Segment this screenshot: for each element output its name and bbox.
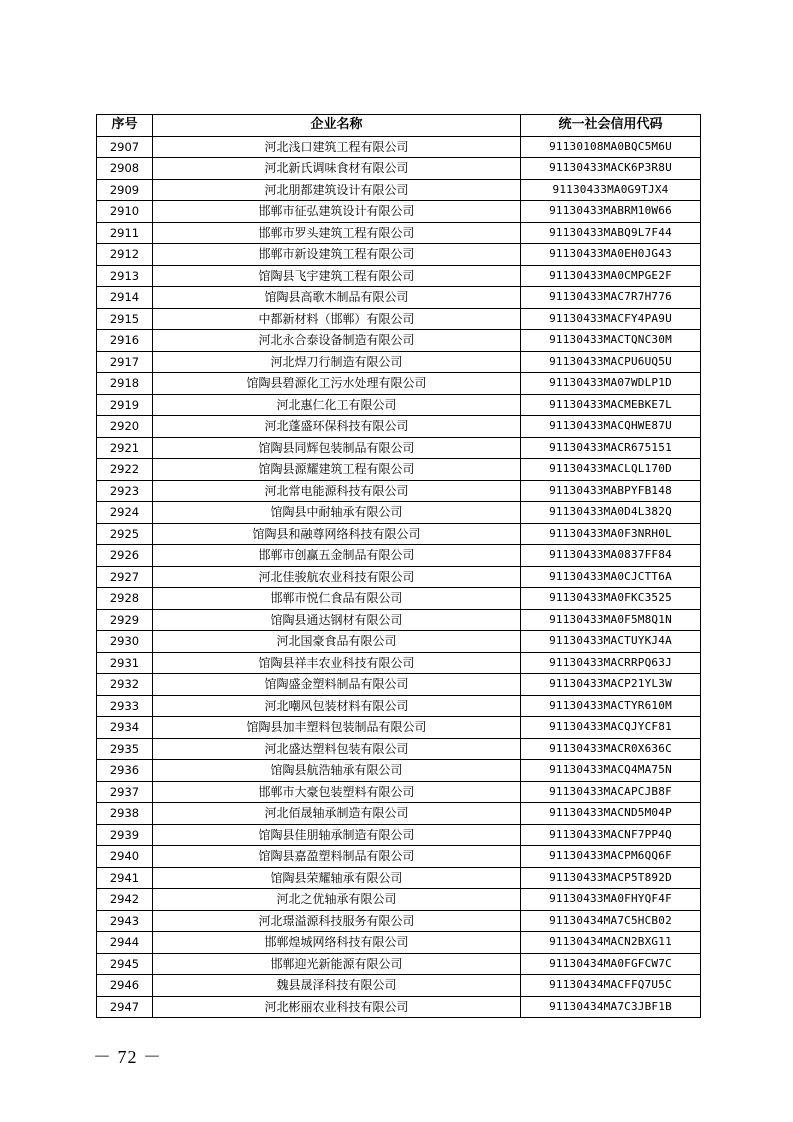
credit-code-cell: 91130433MACK6P3R8U xyxy=(521,158,701,180)
credit-code-cell: 91130433MA0F3NRH0L xyxy=(521,523,701,545)
company-name-cell: 馆陶县中耐轴承有限公司 xyxy=(153,502,521,524)
company-name-cell: 河北璟溢源科技服务有限公司 xyxy=(153,910,521,932)
company-name-cell: 河北之优轴承有限公司 xyxy=(153,889,521,911)
company-name-cell: 邯郸市征弘建筑设计有限公司 xyxy=(153,201,521,223)
credit-code-cell: 91130433MACQHWE87U xyxy=(521,416,701,438)
header-company-name: 企业名称 xyxy=(153,115,521,137)
table-row xyxy=(97,889,701,911)
serial-cell: 2940 xyxy=(97,846,153,868)
serial-cell: 2933 xyxy=(97,695,153,717)
company-name-cell: 馆陶县源耀建筑工程有限公司 xyxy=(153,459,521,481)
serial-cell: 2930 xyxy=(97,631,153,653)
credit-code-cell: 91130433MACRRPQ63J xyxy=(521,652,701,674)
enterprise-table xyxy=(96,114,701,1018)
credit-code-cell: 91130433MACR675151 xyxy=(521,437,701,459)
company-name-cell: 馆陶县佳朋轴承制造有限公司 xyxy=(153,824,521,846)
credit-code-cell: 91130433MACP5T892D xyxy=(521,867,701,889)
table-row xyxy=(97,351,701,373)
company-name-cell: 河北永合泰设备制造有限公司 xyxy=(153,330,521,352)
serial-cell: 2913 xyxy=(97,265,153,287)
table-row xyxy=(97,416,701,438)
serial-cell: 2947 xyxy=(97,996,153,1018)
table-row xyxy=(97,287,701,309)
serial-cell: 2920 xyxy=(97,416,153,438)
company-name-cell: 魏县晟泽科技有限公司 xyxy=(153,975,521,997)
table-row xyxy=(97,910,701,932)
table-row xyxy=(97,609,701,631)
serial-cell: 2926 xyxy=(97,545,153,567)
table-row xyxy=(97,566,701,588)
company-name-cell: 邯郸市悦仁食品有限公司 xyxy=(153,588,521,610)
table-row xyxy=(97,136,701,158)
table-row xyxy=(97,523,701,545)
credit-code-cell: 91130434MACN2BXG11 xyxy=(521,932,701,954)
company-name-cell: 馆陶县航浩轴承有限公司 xyxy=(153,760,521,782)
credit-code-cell: 91130433MACAPCJB8F xyxy=(521,781,701,803)
credit-code-cell: 91130433MA0CJCTT6A xyxy=(521,566,701,588)
serial-cell: 2907 xyxy=(97,136,153,158)
serial-cell: 2912 xyxy=(97,244,153,266)
table-row xyxy=(97,846,701,868)
table-row xyxy=(97,975,701,997)
serial-cell: 2914 xyxy=(97,287,153,309)
credit-code-cell: 91130433MA0G9TJX4 xyxy=(521,179,701,201)
credit-code-cell: 91130434MA0FGFCW7C xyxy=(521,953,701,975)
credit-code-cell: 91130433MACLQL170D xyxy=(521,459,701,481)
table-row xyxy=(97,480,701,502)
table-row xyxy=(97,738,701,760)
company-name-cell: 馆陶县碧源化工污水处理有限公司 xyxy=(153,373,521,395)
credit-code-cell: 91130434MA7C5HCB02 xyxy=(521,910,701,932)
credit-code-cell: 91130433MACPU6UQ5U xyxy=(521,351,701,373)
credit-code-cell: 91130433MACR0X636C xyxy=(521,738,701,760)
credit-code-cell: 91130433MABQ9L7F44 xyxy=(521,222,701,244)
table-row xyxy=(97,781,701,803)
credit-code-cell: 91130433MA07WDLP1D xyxy=(521,373,701,395)
serial-cell: 2939 xyxy=(97,824,153,846)
table-row xyxy=(97,717,701,739)
company-name-cell: 邯郸煌城网络科技有限公司 xyxy=(153,932,521,954)
serial-cell: 2934 xyxy=(97,717,153,739)
company-name-cell: 馆陶县荣耀轴承有限公司 xyxy=(153,867,521,889)
company-name-cell: 馆陶县同辉包装制品有限公司 xyxy=(153,437,521,459)
credit-code-cell: 91130433MACTYR610M xyxy=(521,695,701,717)
company-name-cell: 馆陶县和融尊网络科技有限公司 xyxy=(153,523,521,545)
credit-code-cell: 91130433MACP21YL3W xyxy=(521,674,701,696)
table-row xyxy=(97,953,701,975)
serial-cell: 2925 xyxy=(97,523,153,545)
serial-cell: 2928 xyxy=(97,588,153,610)
serial-cell: 2910 xyxy=(97,201,153,223)
serial-cell: 2919 xyxy=(97,394,153,416)
serial-cell: 2938 xyxy=(97,803,153,825)
credit-code-cell: 91130433MACND5M04P xyxy=(521,803,701,825)
table-row xyxy=(97,932,701,954)
serial-cell: 2922 xyxy=(97,459,153,481)
table-row xyxy=(97,437,701,459)
credit-code-cell: 91130433MA0F5M8Q1N xyxy=(521,609,701,631)
company-name-cell: 河北朋都建筑设计有限公司 xyxy=(153,179,521,201)
company-name-cell: 河北佰晟轴承制造有限公司 xyxy=(153,803,521,825)
table-row xyxy=(97,824,701,846)
credit-code-cell: 91130433MA0837FF84 xyxy=(521,545,701,567)
serial-cell: 2923 xyxy=(97,480,153,502)
serial-cell: 2909 xyxy=(97,179,153,201)
table-row xyxy=(97,996,701,1018)
table-row xyxy=(97,265,701,287)
serial-cell: 2927 xyxy=(97,566,153,588)
company-name-cell: 馆陶县飞宇建筑工程有限公司 xyxy=(153,265,521,287)
table-row xyxy=(97,867,701,889)
credit-code-cell: 91130433MA0FHYQF4F xyxy=(521,889,701,911)
credit-code-cell: 91130433MA0FKC3525 xyxy=(521,588,701,610)
company-name-cell: 河北浅口建筑工程有限公司 xyxy=(153,136,521,158)
table-row xyxy=(97,588,701,610)
serial-cell: 2908 xyxy=(97,158,153,180)
serial-cell: 2924 xyxy=(97,502,153,524)
company-name-cell: 河北盛达塑料包装有限公司 xyxy=(153,738,521,760)
credit-code-cell: 91130434MA7C3JBF1B xyxy=(521,996,701,1018)
header-credit-code: 统一社会信用代码 xyxy=(521,115,701,137)
serial-cell: 2932 xyxy=(97,674,153,696)
serial-cell: 2917 xyxy=(97,351,153,373)
company-name-cell: 邯郸市创赢五金制品有限公司 xyxy=(153,545,521,567)
credit-code-cell: 91130433MACNF7PP4Q xyxy=(521,824,701,846)
serial-cell: 2918 xyxy=(97,373,153,395)
credit-code-cell: 91130108MA0BQC5M6U xyxy=(521,136,701,158)
table-header xyxy=(97,115,701,137)
table-row xyxy=(97,459,701,481)
credit-code-cell: 91130433MA0D4L382Q xyxy=(521,502,701,524)
table-body xyxy=(97,136,701,1018)
table-row xyxy=(97,394,701,416)
company-name-cell: 馆陶县加丰塑料包装制品有限公司 xyxy=(153,717,521,739)
company-name-cell: 河北国豪食品有限公司 xyxy=(153,631,521,653)
credit-code-cell: 91130433MABRM10W66 xyxy=(521,201,701,223)
company-name-cell: 邯郸市新设建筑工程有限公司 xyxy=(153,244,521,266)
serial-cell: 2944 xyxy=(97,932,153,954)
company-name-cell: 河北嘲风包装材料有限公司 xyxy=(153,695,521,717)
credit-code-cell: 91130433MAC7R7H776 xyxy=(521,287,701,309)
serial-cell: 2931 xyxy=(97,652,153,674)
table-row xyxy=(97,631,701,653)
table-row xyxy=(97,179,701,201)
company-name-cell: 馆陶县嘉盈塑料制品有限公司 xyxy=(153,846,521,868)
serial-cell: 2942 xyxy=(97,889,153,911)
serial-cell: 2935 xyxy=(97,738,153,760)
company-name-cell: 河北彬丽农业科技有限公司 xyxy=(153,996,521,1018)
table-row xyxy=(97,502,701,524)
company-name-cell: 馆陶县高歌木制品有限公司 xyxy=(153,287,521,309)
serial-cell: 2915 xyxy=(97,308,153,330)
table-row xyxy=(97,545,701,567)
company-name-cell: 馆陶县通达钢材有限公司 xyxy=(153,609,521,631)
credit-code-cell: 91130433MA0EH0JG43 xyxy=(521,244,701,266)
credit-code-cell: 91130433MACQJYCF81 xyxy=(521,717,701,739)
table-row xyxy=(97,308,701,330)
company-name-cell: 邯郸迎光新能源有限公司 xyxy=(153,953,521,975)
table-row xyxy=(97,674,701,696)
credit-code-cell: 91130433MACPM6QQ6F xyxy=(521,846,701,868)
company-name-cell: 邯郸市罗头建筑工程有限公司 xyxy=(153,222,521,244)
credit-code-cell: 91130433MABPYFB148 xyxy=(521,480,701,502)
header-serial: 序号 xyxy=(97,115,153,137)
serial-cell: 2945 xyxy=(97,953,153,975)
table-row xyxy=(97,222,701,244)
credit-code-cell: 91130433MACMEBKE7L xyxy=(521,394,701,416)
company-name-cell: 邯郸市大豪包装塑料有限公司 xyxy=(153,781,521,803)
serial-cell: 2936 xyxy=(97,760,153,782)
table-row xyxy=(97,330,701,352)
header-row xyxy=(97,115,701,137)
serial-cell: 2916 xyxy=(97,330,153,352)
table-row xyxy=(97,695,701,717)
serial-cell: 2929 xyxy=(97,609,153,631)
credit-code-cell: 91130433MACTQNC30M xyxy=(521,330,701,352)
credit-code-cell: 91130433MACQ4MA75N xyxy=(521,760,701,782)
serial-cell: 2943 xyxy=(97,910,153,932)
table-row xyxy=(97,760,701,782)
table-row xyxy=(97,201,701,223)
company-name-cell: 河北佳骏航农业科技有限公司 xyxy=(153,566,521,588)
credit-code-cell: 91130433MACFY4PA9U xyxy=(521,308,701,330)
table-row xyxy=(97,158,701,180)
credit-code-cell: 91130434MACFFQ7U5C xyxy=(521,975,701,997)
company-name-cell: 馆陶县祥丰农业科技有限公司 xyxy=(153,652,521,674)
page-number: － 72 － xyxy=(93,1047,162,1067)
company-name-cell: 河北常电能源科技有限公司 xyxy=(153,480,521,502)
company-name-cell: 河北新氏调味食材有限公司 xyxy=(153,158,521,180)
table-row xyxy=(97,803,701,825)
company-name-cell: 河北蓬盛环保科技有限公司 xyxy=(153,416,521,438)
table-row xyxy=(97,652,701,674)
serial-cell: 2941 xyxy=(97,867,153,889)
company-name-cell: 馆陶盛金塑料制品有限公司 xyxy=(153,674,521,696)
company-name-cell: 河北惠仁化工有限公司 xyxy=(153,394,521,416)
credit-code-cell: 91130433MA0CMPGE2F xyxy=(521,265,701,287)
serial-cell: 2911 xyxy=(97,222,153,244)
company-name-cell: 中都新材料（邯郸）有限公司 xyxy=(153,308,521,330)
table-row xyxy=(97,244,701,266)
table-row xyxy=(97,373,701,395)
serial-cell: 2921 xyxy=(97,437,153,459)
serial-cell: 2937 xyxy=(97,781,153,803)
credit-code-cell: 91130433MACTUYKJ4A xyxy=(521,631,701,653)
company-name-cell: 河北焊刀行制造有限公司 xyxy=(153,351,521,373)
serial-cell: 2946 xyxy=(97,975,153,997)
